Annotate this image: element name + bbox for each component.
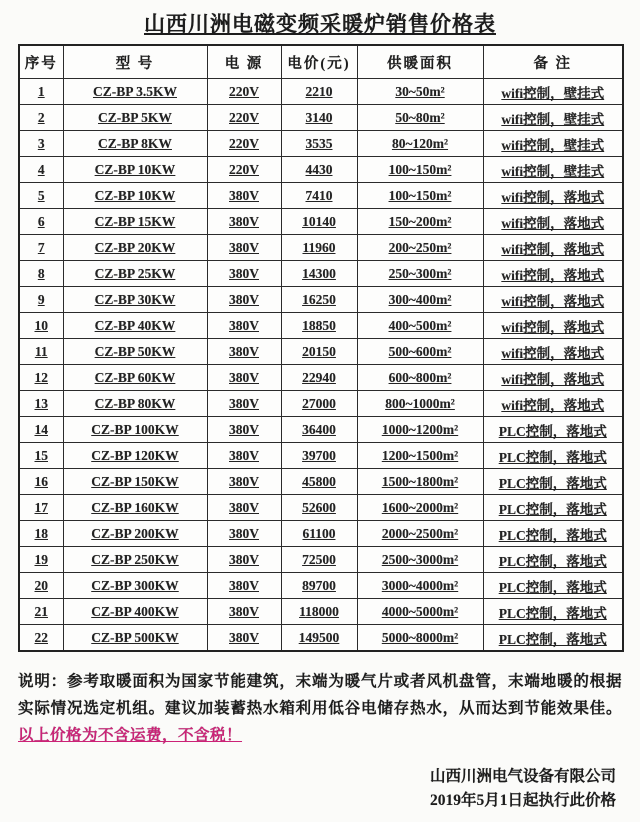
table-cell: CZ-BP 8KW: [63, 131, 207, 157]
column-header: 供暖面积: [357, 45, 483, 79]
table-row: [19, 287, 623, 313]
table-cell: wifi控制，落地式: [483, 313, 623, 339]
table-cell: 380V: [207, 417, 281, 443]
table-row: [19, 157, 623, 183]
table-cell: 52600: [281, 495, 357, 521]
table-cell: 4000~5000m²: [357, 599, 483, 625]
table-cell: wifi控制，落地式: [483, 209, 623, 235]
table-cell: 8: [19, 261, 63, 287]
table-cell: 1500~1800m²: [357, 469, 483, 495]
table-cell: CZ-BP 20KW: [63, 235, 207, 261]
column-header: 序号: [19, 45, 63, 79]
table-cell: PLC控制，落地式: [483, 573, 623, 599]
table-row: [19, 261, 623, 287]
table-cell: CZ-BP 10KW: [63, 157, 207, 183]
table-row: [19, 599, 623, 625]
table-cell: 5000~8000m²: [357, 625, 483, 652]
signature-block: [18, 765, 622, 813]
table-cell: 400~500m²: [357, 313, 483, 339]
table-cell: CZ-BP 120KW: [63, 443, 207, 469]
table-cell: 2500~3000m²: [357, 547, 483, 573]
table-row: [19, 625, 623, 652]
table-cell: 600~800m²: [357, 365, 483, 391]
table-cell: PLC控制，落地式: [483, 547, 623, 573]
table-cell: wifi控制，壁挂式: [483, 105, 623, 131]
table-cell: 100~150m²: [357, 183, 483, 209]
table-cell: wifi控制，壁挂式: [483, 131, 623, 157]
table-cell: 30~50m²: [357, 79, 483, 105]
table-cell: 150~200m²: [357, 209, 483, 235]
table-cell: 18850: [281, 313, 357, 339]
table-cell: 220V: [207, 157, 281, 183]
table-cell: PLC控制，落地式: [483, 625, 623, 652]
table-cell: CZ-BP 200KW: [63, 521, 207, 547]
table-cell: PLC控制，落地式: [483, 443, 623, 469]
table-cell: 380V: [207, 573, 281, 599]
table-cell: 220V: [207, 131, 281, 157]
table-cell: 6: [19, 209, 63, 235]
table-cell: 380V: [207, 287, 281, 313]
table-cell: CZ-BP 60KW: [63, 365, 207, 391]
table-cell: 27000: [281, 391, 357, 417]
header-row: [19, 45, 623, 79]
table-cell: 380V: [207, 599, 281, 625]
table-cell: CZ-BP 3.5KW: [63, 79, 207, 105]
table-cell: 3000~4000m²: [357, 573, 483, 599]
table-cell: 7: [19, 235, 63, 261]
table-cell: 22: [19, 625, 63, 652]
table-cell: wifi控制，壁挂式: [483, 157, 623, 183]
table-cell: 380V: [207, 443, 281, 469]
footnote-red-text: 以上价格为不含运费，不含税！: [18, 727, 243, 745]
table-cell: 220V: [207, 105, 281, 131]
table-cell: 15: [19, 443, 63, 469]
table-cell: 3: [19, 131, 63, 157]
table-cell: 20150: [281, 339, 357, 365]
table-cell: 380V: [207, 625, 281, 652]
table-cell: 300~400m²: [357, 287, 483, 313]
table-cell: 5: [19, 183, 63, 209]
table-cell: 14: [19, 417, 63, 443]
table-cell: CZ-BP 150KW: [63, 469, 207, 495]
price-table-header: [19, 45, 623, 79]
table-cell: wifi控制，落地式: [483, 261, 623, 287]
table-cell: 380V: [207, 235, 281, 261]
table-cell: PLC控制，落地式: [483, 599, 623, 625]
table-cell: CZ-BP 10KW: [63, 183, 207, 209]
table-cell: 2000~2500m²: [357, 521, 483, 547]
table-cell: CZ-BP 25KW: [63, 261, 207, 287]
column-header: 电 源: [207, 45, 281, 79]
price-table: [18, 44, 624, 652]
table-cell: 1200~1500m²: [357, 443, 483, 469]
table-row: [19, 521, 623, 547]
table-cell: 11: [19, 339, 63, 365]
table-cell: 100~150m²: [357, 157, 483, 183]
table-cell: 7410: [281, 183, 357, 209]
table-cell: 800~1000m²: [357, 391, 483, 417]
table-row: [19, 573, 623, 599]
table-cell: 200~250m²: [357, 235, 483, 261]
table-cell: wifi控制，落地式: [483, 391, 623, 417]
table-cell: 380V: [207, 209, 281, 235]
table-cell: 380V: [207, 469, 281, 495]
table-cell: CZ-BP 50KW: [63, 339, 207, 365]
table-cell: 4: [19, 157, 63, 183]
table-row: [19, 443, 623, 469]
table-cell: PLC控制，落地式: [483, 469, 623, 495]
table-cell: 16: [19, 469, 63, 495]
table-cell: 380V: [207, 495, 281, 521]
table-cell: 4430: [281, 157, 357, 183]
table-cell: 80~120m²: [357, 131, 483, 157]
table-cell: 10140: [281, 209, 357, 235]
table-row: [19, 183, 623, 209]
table-cell: 380V: [207, 261, 281, 287]
table-cell: 72500: [281, 547, 357, 573]
table-cell: CZ-BP 30KW: [63, 287, 207, 313]
table-row: [19, 547, 623, 573]
table-cell: CZ-BP 5KW: [63, 105, 207, 131]
table-cell: 12: [19, 365, 63, 391]
table-row: [19, 235, 623, 261]
table-cell: wifi控制，落地式: [483, 235, 623, 261]
table-cell: 16250: [281, 287, 357, 313]
table-cell: 9: [19, 287, 63, 313]
table-row: [19, 365, 623, 391]
table-cell: CZ-BP 100KW: [63, 417, 207, 443]
table-cell: wifi控制，落地式: [483, 365, 623, 391]
table-cell: 13: [19, 391, 63, 417]
table-cell: 2: [19, 105, 63, 131]
table-cell: 2210: [281, 79, 357, 105]
table-cell: 61100: [281, 521, 357, 547]
table-row: [19, 469, 623, 495]
table-cell: CZ-BP 300KW: [63, 573, 207, 599]
page-title: 山西川洲电磁变频采暖炉销售价格表: [144, 12, 496, 36]
table-cell: 50~80m²: [357, 105, 483, 131]
table-cell: 149500: [281, 625, 357, 652]
table-row: [19, 391, 623, 417]
table-cell: wifi控制，壁挂式: [483, 79, 623, 105]
table-cell: CZ-BP 250KW: [63, 547, 207, 573]
table-cell: CZ-BP 40KW: [63, 313, 207, 339]
table-cell: PLC控制，落地式: [483, 495, 623, 521]
table-cell: 1: [19, 79, 63, 105]
table-cell: 10: [19, 313, 63, 339]
table-row: [19, 339, 623, 365]
table-cell: wifi控制，落地式: [483, 339, 623, 365]
company-name: 山西川洲电气设备有限公司: [429, 767, 616, 785]
table-cell: 380V: [207, 391, 281, 417]
column-header: 电价(元): [281, 45, 357, 79]
footnote: [18, 668, 622, 749]
table-row: [19, 417, 623, 443]
table-cell: CZ-BP 500KW: [63, 625, 207, 652]
table-cell: PLC控制，落地式: [483, 521, 623, 547]
table-cell: 220V: [207, 79, 281, 105]
table-cell: 45800: [281, 469, 357, 495]
table-row: [19, 495, 623, 521]
table-cell: 19: [19, 547, 63, 573]
table-cell: 118000: [281, 599, 357, 625]
table-cell: 380V: [207, 339, 281, 365]
table-row: [19, 209, 623, 235]
table-cell: 36400: [281, 417, 357, 443]
table-cell: 3535: [281, 131, 357, 157]
table-cell: 11960: [281, 235, 357, 261]
price-table-body: [19, 79, 623, 652]
table-row: [19, 131, 623, 157]
table-cell: 380V: [207, 183, 281, 209]
table-cell: 380V: [207, 365, 281, 391]
table-cell: CZ-BP 400KW: [63, 599, 207, 625]
table-row: [19, 79, 623, 105]
table-cell: 1600~2000m²: [357, 495, 483, 521]
table-cell: 21: [19, 599, 63, 625]
column-header: 备 注: [483, 45, 623, 79]
table-cell: CZ-BP 80KW: [63, 391, 207, 417]
table-cell: CZ-BP 15KW: [63, 209, 207, 235]
table-cell: 500~600m²: [357, 339, 483, 365]
table-cell: wifi控制，落地式: [483, 183, 623, 209]
table-cell: 89700: [281, 573, 357, 599]
column-header: 型 号: [63, 45, 207, 79]
table-cell: CZ-BP 160KW: [63, 495, 207, 521]
table-cell: 3140: [281, 105, 357, 131]
table-cell: 20: [19, 573, 63, 599]
table-cell: PLC控制，落地式: [483, 417, 623, 443]
table-row: [19, 105, 623, 131]
table-cell: 22940: [281, 365, 357, 391]
table-cell: 39700: [281, 443, 357, 469]
table-cell: 18: [19, 521, 63, 547]
effective-date: 2019年5月1日起执行此价格: [429, 791, 616, 809]
table-cell: wifi控制，落地式: [483, 287, 623, 313]
table-cell: 17: [19, 495, 63, 521]
table-row: [19, 313, 623, 339]
footnote-text: 说明：参考取暖面积为国家节能建筑，末端为暖气片或者风机盘管，末端地暖的根据实际情况选定机组。建议加装蓄热水箱利用低谷电储存热水，从而达到节能效果佳。: [18, 673, 622, 718]
table-cell: 1000~1200m²: [357, 417, 483, 443]
table-cell: 250~300m²: [357, 261, 483, 287]
table-cell: 380V: [207, 547, 281, 573]
table-cell: 380V: [207, 521, 281, 547]
table-cell: 380V: [207, 313, 281, 339]
table-cell: 14300: [281, 261, 357, 287]
